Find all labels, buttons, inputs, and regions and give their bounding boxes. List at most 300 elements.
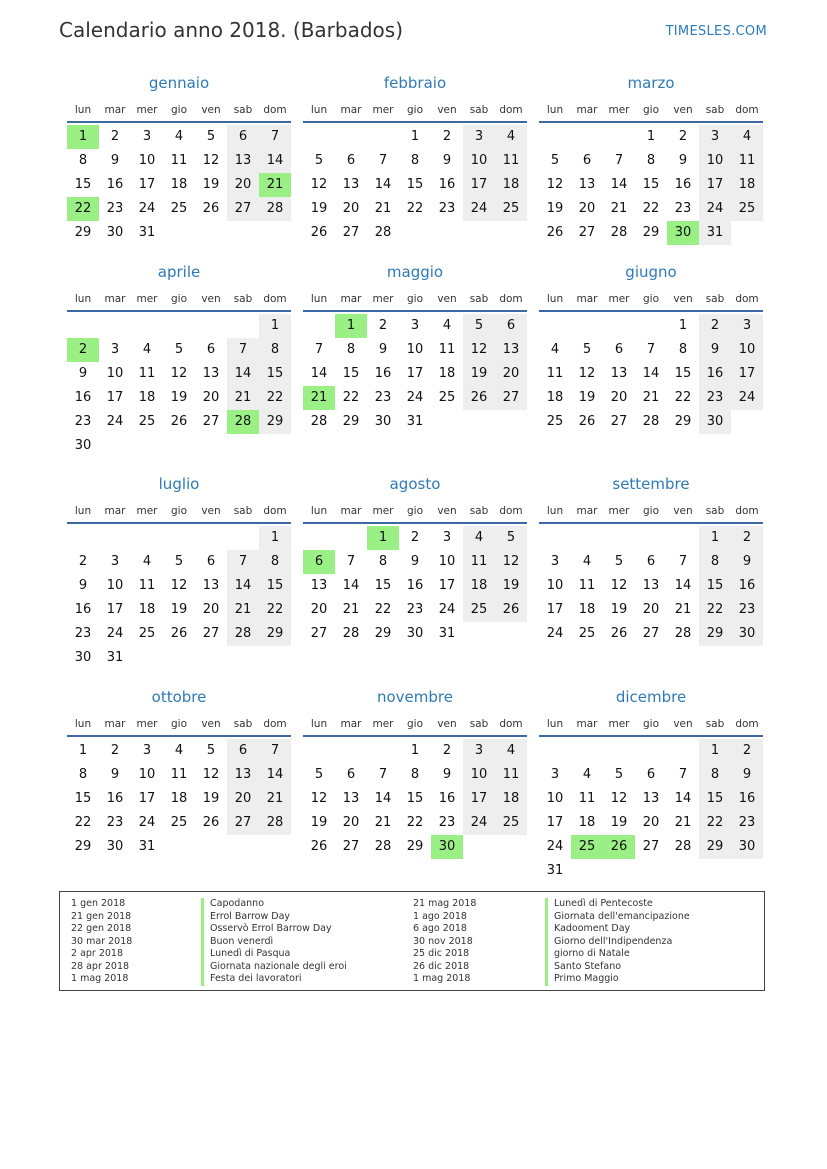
day-cell: 25 <box>463 598 495 622</box>
day-cell: 21 <box>610 201 628 216</box>
empty-cell <box>335 125 367 149</box>
day-cell: 25 <box>170 201 188 216</box>
weekday-label: gio <box>170 718 187 730</box>
week-row <box>303 550 527 574</box>
month-febbraio <box>303 72 527 245</box>
day-cell: 6 <box>646 767 656 782</box>
day-cell: 15 <box>259 574 291 598</box>
day-cell: 9 <box>678 153 688 168</box>
weekday-label: mer <box>372 293 394 305</box>
empty-cell <box>99 526 131 550</box>
day-cell: 5 <box>614 767 624 782</box>
legend-holiday-name: Primo Maggio <box>545 973 690 986</box>
day-cell: 17 <box>138 177 156 192</box>
day-cell: 14 <box>674 791 692 806</box>
day-cell: 4 <box>495 125 527 149</box>
weekday-label: mar <box>104 104 126 116</box>
empty-cell <box>431 221 463 245</box>
day-cell: 1 <box>699 739 731 763</box>
day-cell: 20 <box>495 362 527 386</box>
day-cell: 3 <box>142 743 152 758</box>
day-cell: 22 <box>642 201 660 216</box>
empty-cell <box>667 859 699 883</box>
empty-cell <box>571 526 603 550</box>
empty-cell <box>259 221 291 245</box>
weekday-label: sab <box>233 293 253 305</box>
empty-cell <box>303 526 335 550</box>
day-cell: 20 <box>342 815 360 830</box>
day-cell: 10 <box>463 763 495 787</box>
empty-cell <box>131 646 163 670</box>
day-cell: 22 <box>374 602 392 617</box>
weekday-label: lun <box>546 293 564 305</box>
day-cell: 6 <box>646 554 656 569</box>
day-cell: 6 <box>227 739 259 763</box>
day-cell: 16 <box>438 791 456 806</box>
legend-holiday-name: Buon venerdì <box>201 936 347 949</box>
day-cell: 18 <box>138 602 156 617</box>
week-row <box>67 338 291 362</box>
day-cell: 27 <box>310 626 328 641</box>
day-cell: 27 <box>642 839 660 854</box>
day-cell: 16 <box>106 791 124 806</box>
weekday-label: mar <box>340 104 362 116</box>
day-cell: 29 <box>374 626 392 641</box>
week-row <box>539 221 763 245</box>
weekday-label: gio <box>642 718 659 730</box>
weekday-label: dom <box>735 505 759 517</box>
day-cell: 13 <box>202 366 220 381</box>
empty-cell <box>571 125 603 149</box>
day-cell: 22 <box>342 390 360 405</box>
empty-cell <box>195 434 227 458</box>
day-cell: 19 <box>310 815 328 830</box>
weekday-label: mer <box>372 104 394 116</box>
legend-date: 22 gen 2018 <box>71 923 132 934</box>
weekday-label: lun <box>310 293 328 305</box>
day-cell: 26 <box>578 414 596 429</box>
weekday-label: dom <box>499 293 523 305</box>
day-cell: 26 <box>610 626 628 641</box>
day-cell: 27 <box>202 626 220 641</box>
month-title: aprile <box>157 263 201 281</box>
month-title: settembre <box>612 475 690 493</box>
weekday-label: gio <box>406 505 423 517</box>
day-cell: 15 <box>406 791 424 806</box>
day-cell: 21 <box>227 386 259 410</box>
day-cell: 23 <box>406 602 424 617</box>
day-cell: 31 <box>438 626 456 641</box>
day-cell: 29 <box>406 839 424 854</box>
week-row <box>303 787 527 811</box>
day-cell: 24 <box>463 811 495 835</box>
day-cell: 31 <box>138 839 156 854</box>
legend-holiday-name: Giornata nazionale degli eroi <box>201 961 347 974</box>
empty-cell <box>335 526 367 550</box>
legend-date: 30 nov 2018 <box>413 935 473 947</box>
day-cell: 24 <box>546 626 564 641</box>
empty-cell <box>539 739 571 763</box>
day-cell: 5 <box>495 526 527 550</box>
day-cell: 7 <box>378 153 388 168</box>
empty-cell <box>303 739 335 763</box>
empty-cell <box>259 434 291 458</box>
month-giugno <box>539 261 763 434</box>
day-cell: 4 <box>582 554 592 569</box>
day-cell: 30 <box>731 835 763 859</box>
day-cell: 26 <box>170 626 188 641</box>
day-cell: 6 <box>614 342 624 357</box>
day-cell: 28 <box>674 839 692 854</box>
empty-cell <box>163 835 195 859</box>
day-cell: 12 <box>170 366 188 381</box>
day-cell: 11 <box>546 366 564 381</box>
empty-cell <box>463 622 495 646</box>
day-cell: 19 <box>310 201 328 216</box>
day-cell: 2 <box>110 743 120 758</box>
weekday-label: ven <box>437 718 457 730</box>
day-cell: 26 <box>202 815 220 830</box>
day-cell: 10 <box>438 554 456 569</box>
week-row <box>67 646 291 670</box>
day-cell: 13 <box>610 366 628 381</box>
day-cell: 31 <box>406 414 424 429</box>
day-cell: 23 <box>699 386 731 410</box>
legend-date: 25 dic 2018 <box>413 948 470 959</box>
day-cell: 1 <box>678 318 688 333</box>
week-row <box>539 173 763 197</box>
week-row <box>539 550 763 574</box>
weekday-label: lun <box>74 505 92 517</box>
day-cell: 6 <box>227 125 259 149</box>
empty-cell <box>131 526 163 550</box>
empty-cell <box>259 646 291 670</box>
weekday-label: sab <box>469 104 489 116</box>
day-cell: 8 <box>410 767 420 782</box>
day-cell: 2 <box>110 129 120 144</box>
holiday-day-cell: 28 <box>227 410 259 434</box>
day-cell: 28 <box>674 626 692 641</box>
week-row <box>303 125 527 149</box>
empty-cell <box>399 221 431 245</box>
empty-cell <box>571 314 603 338</box>
weekday-label: dom <box>499 505 523 517</box>
weekday-label: gio <box>170 293 187 305</box>
weekday-label: ven <box>437 293 457 305</box>
weekday-label: dom <box>499 104 523 116</box>
day-cell: 10 <box>463 149 495 173</box>
weekday-label: gio <box>170 505 187 517</box>
legend-date: 30 mar 2018 <box>71 935 133 947</box>
weekday-label: lun <box>546 505 564 517</box>
day-cell: 24 <box>546 839 564 854</box>
week-row <box>539 859 763 883</box>
week-row <box>67 434 291 458</box>
day-cell: 28 <box>259 197 291 221</box>
empty-cell <box>603 526 635 550</box>
month-aprile <box>67 261 291 458</box>
day-cell: 14 <box>374 791 392 806</box>
empty-cell <box>195 646 227 670</box>
weekday-label: ven <box>201 104 221 116</box>
day-cell: 8 <box>259 338 291 362</box>
day-cell: 23 <box>438 201 456 216</box>
day-cell: 20 <box>578 201 596 216</box>
week-row <box>67 125 291 149</box>
day-cell: 19 <box>610 815 628 830</box>
week-row <box>539 787 763 811</box>
week-row <box>303 835 527 859</box>
weekday-label: lun <box>74 718 92 730</box>
week-row <box>67 550 291 574</box>
weekday-label: sab <box>233 718 253 730</box>
weekday-label: gio <box>170 104 187 116</box>
day-cell: 9 <box>442 153 452 168</box>
month-ottobre <box>67 686 291 859</box>
empty-cell <box>227 526 259 550</box>
day-cell: 7 <box>678 767 688 782</box>
day-cell: 27 <box>610 414 628 429</box>
weekday-label: lun <box>310 718 328 730</box>
day-cell: 3 <box>442 530 452 545</box>
weekday-header <box>67 101 291 123</box>
day-cell: 31 <box>106 650 124 665</box>
day-cell: 8 <box>259 550 291 574</box>
empty-cell <box>571 739 603 763</box>
day-cell: 4 <box>142 554 152 569</box>
day-cell: 7 <box>614 153 624 168</box>
day-cell: 22 <box>259 598 291 622</box>
day-cell: 17 <box>406 366 424 381</box>
day-cell: 11 <box>463 550 495 574</box>
empty-cell <box>227 221 259 245</box>
day-cell: 28 <box>342 626 360 641</box>
weekday-label: mar <box>576 104 598 116</box>
day-cell: 18 <box>438 366 456 381</box>
day-cell: 25 <box>495 197 527 221</box>
day-cell: 23 <box>74 414 92 429</box>
week-row <box>303 386 527 410</box>
day-cell: 26 <box>495 598 527 622</box>
day-cell: 2 <box>442 743 452 758</box>
day-cell: 7 <box>227 338 259 362</box>
week-row <box>67 739 291 763</box>
day-cell: 7 <box>259 739 291 763</box>
day-cell: 27 <box>227 197 259 221</box>
day-cell: 14 <box>227 574 259 598</box>
day-cell: 14 <box>259 149 291 173</box>
month-title: ottobre <box>151 688 207 706</box>
day-cell: 30 <box>731 622 763 646</box>
week-row <box>303 362 527 386</box>
legend-holiday-name: Festa dei lavoratori <box>201 973 347 986</box>
week-row <box>539 811 763 835</box>
day-cell: 5 <box>314 767 324 782</box>
day-cell: 7 <box>346 554 356 569</box>
day-cell: 3 <box>731 314 763 338</box>
legend-names-col-2 <box>545 898 690 986</box>
day-cell: 12 <box>170 578 188 593</box>
holiday-day-cell: 1 <box>335 314 367 338</box>
day-cell: 17 <box>731 362 763 386</box>
weekday-label: lun <box>546 718 564 730</box>
day-cell: 23 <box>106 815 124 830</box>
day-cell: 5 <box>174 554 184 569</box>
day-cell: 16 <box>106 177 124 192</box>
holiday-day-cell: 6 <box>303 550 335 574</box>
month-title: giugno <box>625 263 677 281</box>
legend-date: 26 dic 2018 <box>413 960 470 972</box>
empty-cell <box>303 314 335 338</box>
weekday-label: mer <box>136 718 158 730</box>
legend-date: 1 mag 2018 <box>71 973 129 984</box>
week-row <box>303 314 527 338</box>
day-cell: 5 <box>174 342 184 357</box>
day-cell: 22 <box>699 811 731 835</box>
weekday-label: ven <box>437 505 457 517</box>
day-cell: 8 <box>699 763 731 787</box>
weekday-label: mer <box>136 104 158 116</box>
day-cell: 4 <box>442 318 452 333</box>
day-cell: 9 <box>78 366 88 381</box>
day-cell: 14 <box>310 366 328 381</box>
legend-names-col-1 <box>201 898 347 986</box>
day-cell: 11 <box>495 763 527 787</box>
day-cell: 4 <box>142 342 152 357</box>
day-cell: 5 <box>314 153 324 168</box>
day-cell: 3 <box>463 125 495 149</box>
day-cell: 14 <box>610 177 628 192</box>
day-cell: 23 <box>106 201 124 216</box>
brand-link[interactable]: TIMESLES.COM <box>665 24 767 39</box>
day-cell: 27 <box>495 386 527 410</box>
weekday-label: mer <box>372 718 394 730</box>
empty-cell <box>195 526 227 550</box>
day-cell: 28 <box>374 839 392 854</box>
weekday-label: dom <box>263 718 287 730</box>
day-cell: 10 <box>546 578 564 593</box>
day-cell: 30 <box>699 410 731 434</box>
week-row <box>539 410 763 434</box>
day-cell: 24 <box>406 390 424 405</box>
day-cell: 19 <box>170 390 188 405</box>
day-cell: 20 <box>610 390 628 405</box>
day-cell: 30 <box>406 626 424 641</box>
day-cell: 10 <box>406 342 424 357</box>
day-cell: 5 <box>206 743 216 758</box>
week-row <box>67 574 291 598</box>
empty-cell <box>227 835 259 859</box>
empty-cell <box>731 859 763 883</box>
day-cell: 7 <box>227 550 259 574</box>
weekday-label: sab <box>233 505 253 517</box>
day-cell: 29 <box>699 835 731 859</box>
empty-cell <box>635 314 667 338</box>
day-cell: 1 <box>699 526 731 550</box>
day-cell: 20 <box>202 390 220 405</box>
weekday-label: gio <box>406 293 423 305</box>
holiday-day-cell: 1 <box>367 526 399 550</box>
empty-cell <box>635 859 667 883</box>
day-cell: 1 <box>646 129 656 144</box>
weekday-label: gio <box>406 718 423 730</box>
day-cell: 3 <box>410 318 420 333</box>
holiday-day-cell: 21 <box>259 173 291 197</box>
day-cell: 2 <box>731 739 763 763</box>
empty-cell <box>495 410 527 434</box>
week-row <box>303 574 527 598</box>
weekday-label: mer <box>136 293 158 305</box>
empty-cell <box>67 526 99 550</box>
weekday-label: sab <box>705 505 725 517</box>
day-cell: 22 <box>74 815 92 830</box>
weekday-label: lun <box>546 104 564 116</box>
month-title: agosto <box>389 475 441 493</box>
month-settembre <box>539 473 763 646</box>
legend-holiday-name: Lunedì di Pasqua <box>201 948 347 961</box>
legend-holiday-name: Santo Stefano <box>545 961 690 974</box>
day-cell: 9 <box>442 767 452 782</box>
week-row <box>67 622 291 646</box>
day-cell: 23 <box>438 815 456 830</box>
week-row <box>303 221 527 245</box>
day-cell: 21 <box>642 390 660 405</box>
day-cell: 14 <box>642 366 660 381</box>
day-cell: 12 <box>610 791 628 806</box>
day-cell: 3 <box>142 129 152 144</box>
day-cell: 13 <box>578 177 596 192</box>
day-cell: 3 <box>110 342 120 357</box>
weekday-label: ven <box>201 718 221 730</box>
day-cell: 16 <box>74 390 92 405</box>
day-cell: 15 <box>699 787 731 811</box>
weekday-label: dom <box>735 104 759 116</box>
day-cell: 10 <box>106 578 124 593</box>
day-cell: 9 <box>410 554 420 569</box>
day-cell: 26 <box>310 839 328 854</box>
day-cell: 16 <box>406 578 424 593</box>
weekday-label: sab <box>469 718 489 730</box>
day-cell: 20 <box>202 602 220 617</box>
weekday-label: mar <box>104 293 126 305</box>
day-cell: 15 <box>342 366 360 381</box>
empty-cell <box>495 835 527 859</box>
day-cell: 25 <box>495 811 527 835</box>
weekday-header <box>303 715 527 737</box>
empty-cell <box>131 434 163 458</box>
day-cell: 27 <box>342 839 360 854</box>
weekday-label: mer <box>608 104 630 116</box>
day-cell: 7 <box>259 125 291 149</box>
weekday-label: dom <box>263 505 287 517</box>
legend-date: 21 gen 2018 <box>71 910 132 922</box>
month-title: maggio <box>386 263 444 281</box>
day-cell: 21 <box>674 602 692 617</box>
weekday-label: mer <box>372 505 394 517</box>
day-cell: 2 <box>731 526 763 550</box>
day-cell: 4 <box>550 342 560 357</box>
day-cell: 9 <box>731 550 763 574</box>
day-cell: 24 <box>699 197 731 221</box>
holiday-day-cell: 1 <box>67 125 99 149</box>
day-cell: 18 <box>138 390 156 405</box>
day-cell: 29 <box>259 410 291 434</box>
day-cell: 24 <box>106 626 124 641</box>
empty-cell <box>335 739 367 763</box>
day-cell: 11 <box>438 342 456 357</box>
week-row <box>539 574 763 598</box>
legend-dates-col-1 <box>71 898 132 986</box>
